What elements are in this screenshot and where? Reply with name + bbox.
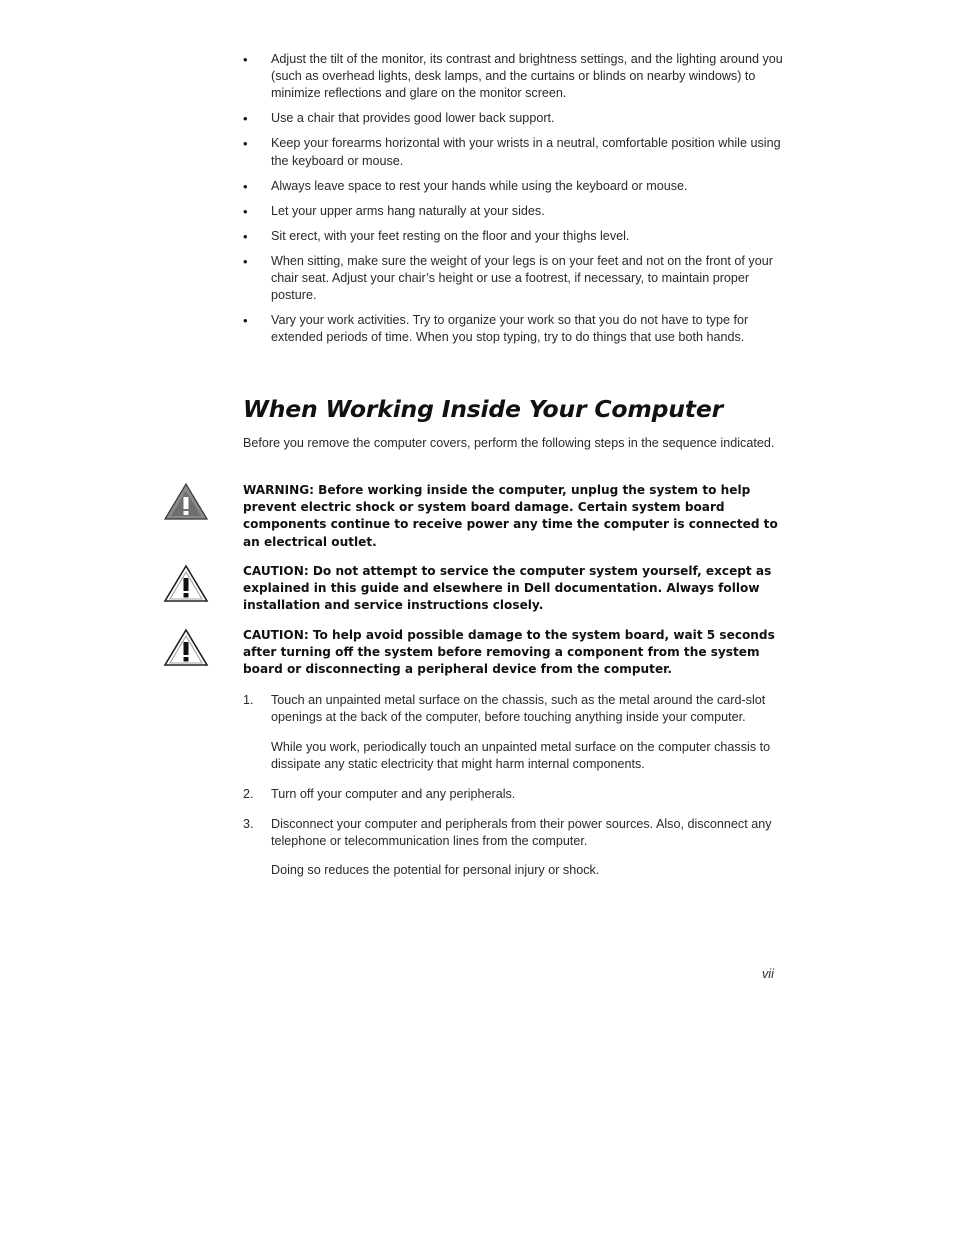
bullet-text: Use a chair that provides good lower back support. [271, 111, 555, 126]
caution-triangle-icon [162, 563, 210, 603]
step-item [243, 786, 783, 803]
bullet-item [243, 312, 783, 346]
bullet-text: Vary your work activities. Try to organize your work so that you do not have to type for extended periods of time. When you stop typing, try to do things that use both hands. [271, 313, 749, 345]
bullet-text: When sitting, make sure the weight of your legs is on your feet and not on the front of your chair seat. Adjust your chair’s height or use a footrest, if necessary, to maintain proper posture. [271, 253, 773, 303]
warning-notice: WARNING: Before working inside the computer, unplug the system to help prevent electric shock or system board damage. Certain system board components continue to receive power any time the computer is connected to an electrical outlet. [243, 483, 778, 549]
bullet-item [243, 110, 783, 127]
caution-notice: CAUTION: Do not attempt to service the computer system yourself, except as explained in this guide and elsewhere in Dell documentation. Always follow installation and service instructions closely. [243, 564, 772, 613]
ergonomics-bullet-list [243, 51, 783, 354]
procedure-steps [243, 692, 783, 892]
bullet-symbol: • [243, 203, 248, 219]
bullet-symbol: • [243, 228, 248, 244]
step-text: Disconnect your computer and peripherals from their power sources. Also, disconnect any telephone or telecommunication lines from the computer. [271, 816, 772, 848]
bullet-item [243, 203, 783, 220]
section-title: When Working Inside Your Computer [243, 395, 723, 423]
step-number: 3. [243, 816, 254, 831]
step-item [243, 816, 783, 880]
step-text: Touch an unpainted metal surface on the chassis, such as the metal around the card-slot openings at the back of the computer, before touching anything inside your computer. [271, 693, 766, 725]
step-number: 1. [243, 693, 254, 707]
bullet-text: Sit erect, with your feet resting on the floor and your thighs level. [271, 228, 630, 243]
bullet-item [243, 228, 783, 245]
bullet-text: Let your upper arms hang naturally at your sides. [271, 203, 545, 218]
caution-triangle-icon [162, 627, 210, 667]
bullet-text: Always leave space to rest your hands while using the keyboard or mouse. [271, 178, 688, 193]
bullet-symbol: • [243, 52, 248, 67]
section-intro: Before you remove the computer covers, perform the following steps in the sequence indicated. [243, 436, 775, 450]
bullet-item [243, 253, 783, 305]
step-item [243, 692, 783, 773]
bullet-symbol: • [243, 313, 248, 329]
bullet-item [243, 135, 783, 169]
bullet-symbol: • [243, 253, 248, 269]
bullet-item [243, 51, 783, 103]
bullet-text: Keep your forearms horizontal with your wrists in a neutral, comfortable position while using the keyboard or mouse. [271, 136, 781, 168]
bullet-symbol: • [243, 136, 248, 152]
warning-triangle-icon [162, 481, 210, 521]
bullet-text: Adjust the tilt of the monitor, its contrast and brightness settings, and the lighting around you (such as overhead lights, desk lamps, and the curtains or blinds on nearby windows) to minimize reflections and glare on the monitor screen. [271, 52, 783, 101]
caution-notice: CAUTION: To help avoid possible damage to the system board, wait 5 seconds after turning off the system before removing a component from the system board or disconnecting a peripheral device from the computer. [243, 628, 775, 677]
step-followup: While you work, periodically touch an unpainted metal surface on the computer chassis to dissipate any static electricity that might harm internal components. [271, 739, 771, 772]
step-followup: Doing so reduces the potential for personal injury or shock. [271, 863, 600, 878]
bullet-item [243, 178, 783, 195]
bullet-symbol: • [243, 178, 248, 194]
step-text: Turn off your computer and any peripherals. [271, 786, 516, 801]
step-number: 2. [243, 786, 254, 801]
bullet-symbol: • [243, 111, 248, 127]
page-number: vii [762, 967, 774, 981]
